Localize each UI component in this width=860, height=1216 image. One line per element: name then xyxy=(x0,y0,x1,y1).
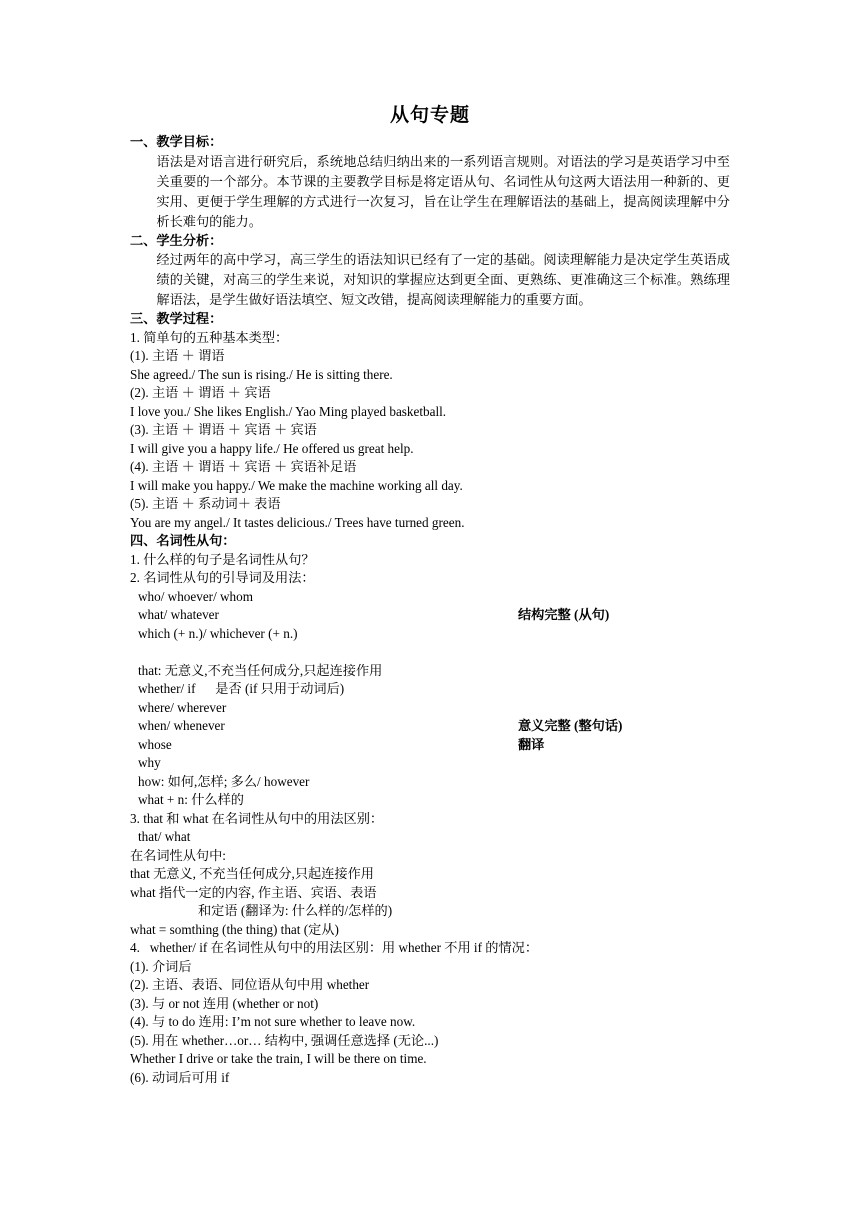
question-4-line: (4). 与 to do 连用: I’m not sure whether to leave now. xyxy=(130,1014,416,1029)
objectives-paragraph xyxy=(130,152,730,232)
connective-text: whose xyxy=(138,736,172,752)
connectives-group-2 xyxy=(130,662,730,810)
student-analysis-text: 经过两年的高中学习，高三学生的语法知识已经有了一定的基础。阅读理解能力是决定学生英语成绩的关键，对高三的学生来说，对知识的掌握应达到更全面、更熟练、更准确这三个标准。熟练理解语法，是学生做好语法填空、短文改错，提高阅读理解能力的重要方面。 xyxy=(156,252,730,307)
question-2: 2. 名词性从句的引导词及用法： xyxy=(130,570,315,585)
process-line: I love you./ She likes English./ Yao Ming played basketball. xyxy=(130,403,447,419)
process-line: (2). 主语 ＋ 谓语 ＋ 宾语 xyxy=(130,385,271,400)
objectives-text: 语法是对语言进行研究后，系统地总结归纳出来的一系列语言规则。对语法的学习是英语学习中至关重要的一个部分。本节课的主要教学目标是将定语从句、名词性从句这两大语法用一种新的、更实用、更便于学生理解的方式进行一次复习，旨在让学生在理解语法的基础上，提高阅读理解中分析长难句的能力。 xyxy=(156,153,730,229)
question-3-sub: that/ what xyxy=(138,829,191,844)
connective-line: who/ whoever/ whom xyxy=(138,588,254,604)
document-page xyxy=(130,100,730,1087)
question-4-line: (5). 用在 whether…or… 结构中, 强调任意选择 (无论...) xyxy=(130,1032,439,1048)
connective-line: which (+ n.)/ whichever (+ n.) xyxy=(138,625,298,641)
connective-line: where/ wherever xyxy=(138,699,227,715)
connective-line xyxy=(130,606,730,625)
question-3-line: what 指代一定的内容, 作主语、宾语、表语 xyxy=(130,884,377,900)
connective-line: what + n: 什么样的 xyxy=(138,792,244,807)
process-line: (5). 主语 ＋ 系动词＋ 表语 xyxy=(130,496,281,511)
connective-line: why xyxy=(138,755,161,770)
spacer xyxy=(130,643,730,662)
meaning-complete-note: 意义完整 (整句话) xyxy=(518,718,623,733)
section-heading-noun-clauses: 四、名词性从句： xyxy=(130,533,236,548)
connective-line xyxy=(130,717,730,736)
process-line: (4). 主语 ＋ 谓语 ＋ 宾语 ＋ 宾语补足语 xyxy=(130,459,357,474)
process-line: (1). 主语 ＋ 谓语 xyxy=(130,348,225,363)
process-line: (3). 主语 ＋ 谓语 ＋ 宾语 ＋ 宾语 xyxy=(130,422,317,437)
connective-text: what/ whatever xyxy=(138,607,219,622)
connective-line: whether/ if 是否 (if 只用于动词后) xyxy=(138,681,345,696)
page-title: 从句专题 xyxy=(389,105,470,126)
question-3-line: that 无意义, 不充当任何成分,只起连接作用 xyxy=(130,866,374,881)
question-4: 4. whether/ if 在名词性从句中的用法区别：用 whether 不用 if 的情况： xyxy=(130,940,539,955)
question-3: 3. that 和 what 在名词性从句中的用法区别： xyxy=(130,810,384,826)
translate-note: 翻译 xyxy=(518,736,545,752)
structure-complete-note: 结构完整 (从句) xyxy=(518,607,610,622)
process-line: I will make you happy./ We make the machine working all day. xyxy=(130,477,463,493)
student-analysis-paragraph xyxy=(130,250,730,310)
connective-line: that: 无意义,不充当任何成分,只起连接作用 xyxy=(138,662,383,678)
section-heading-objectives: 一、教学目标： xyxy=(130,134,223,149)
process-line: She agreed./ The sun is rising./ He is sitting there. xyxy=(130,366,393,382)
question-4-line: (6). 动词后可用 if xyxy=(130,1069,230,1085)
section-heading-student-analysis: 二、学生分析： xyxy=(130,232,223,248)
question-3-continuation: 和定语 (翻译为: 什么样的/怎样的) xyxy=(198,903,393,918)
connective-line xyxy=(130,736,730,755)
connective-text: when/ whenever xyxy=(138,718,225,733)
question-4-line: (2). 主语、表语、同位语从句中用 whether xyxy=(130,977,370,992)
connective-line: how: 如何,怎样; 多么/ however xyxy=(138,773,310,789)
question-4-line: (3). 与 or not 连用 (whether or not) xyxy=(130,995,319,1011)
process-line: I will give you a happy life./ He offered us great help. xyxy=(130,440,414,456)
process-line: You are my angel./ It tastes delicious./ Trees have turned green. xyxy=(130,514,465,530)
connectives-group-1 xyxy=(130,588,730,644)
section-heading-process: 三、教学过程： xyxy=(130,311,223,326)
question-1: 1. 什么样的句子是名词性从句？ xyxy=(130,551,315,567)
question-4-line: (1). 介词后 xyxy=(130,958,192,974)
process-line: 1. 简单句的五种基本类型： xyxy=(130,329,289,345)
question-3-last: what = somthing (the thing) that (定从) xyxy=(130,921,339,937)
question-4-line: Whether I drive or take the train, I will be there on time. xyxy=(130,1051,427,1066)
question-3-line: 在名词性从句中: xyxy=(130,847,226,863)
